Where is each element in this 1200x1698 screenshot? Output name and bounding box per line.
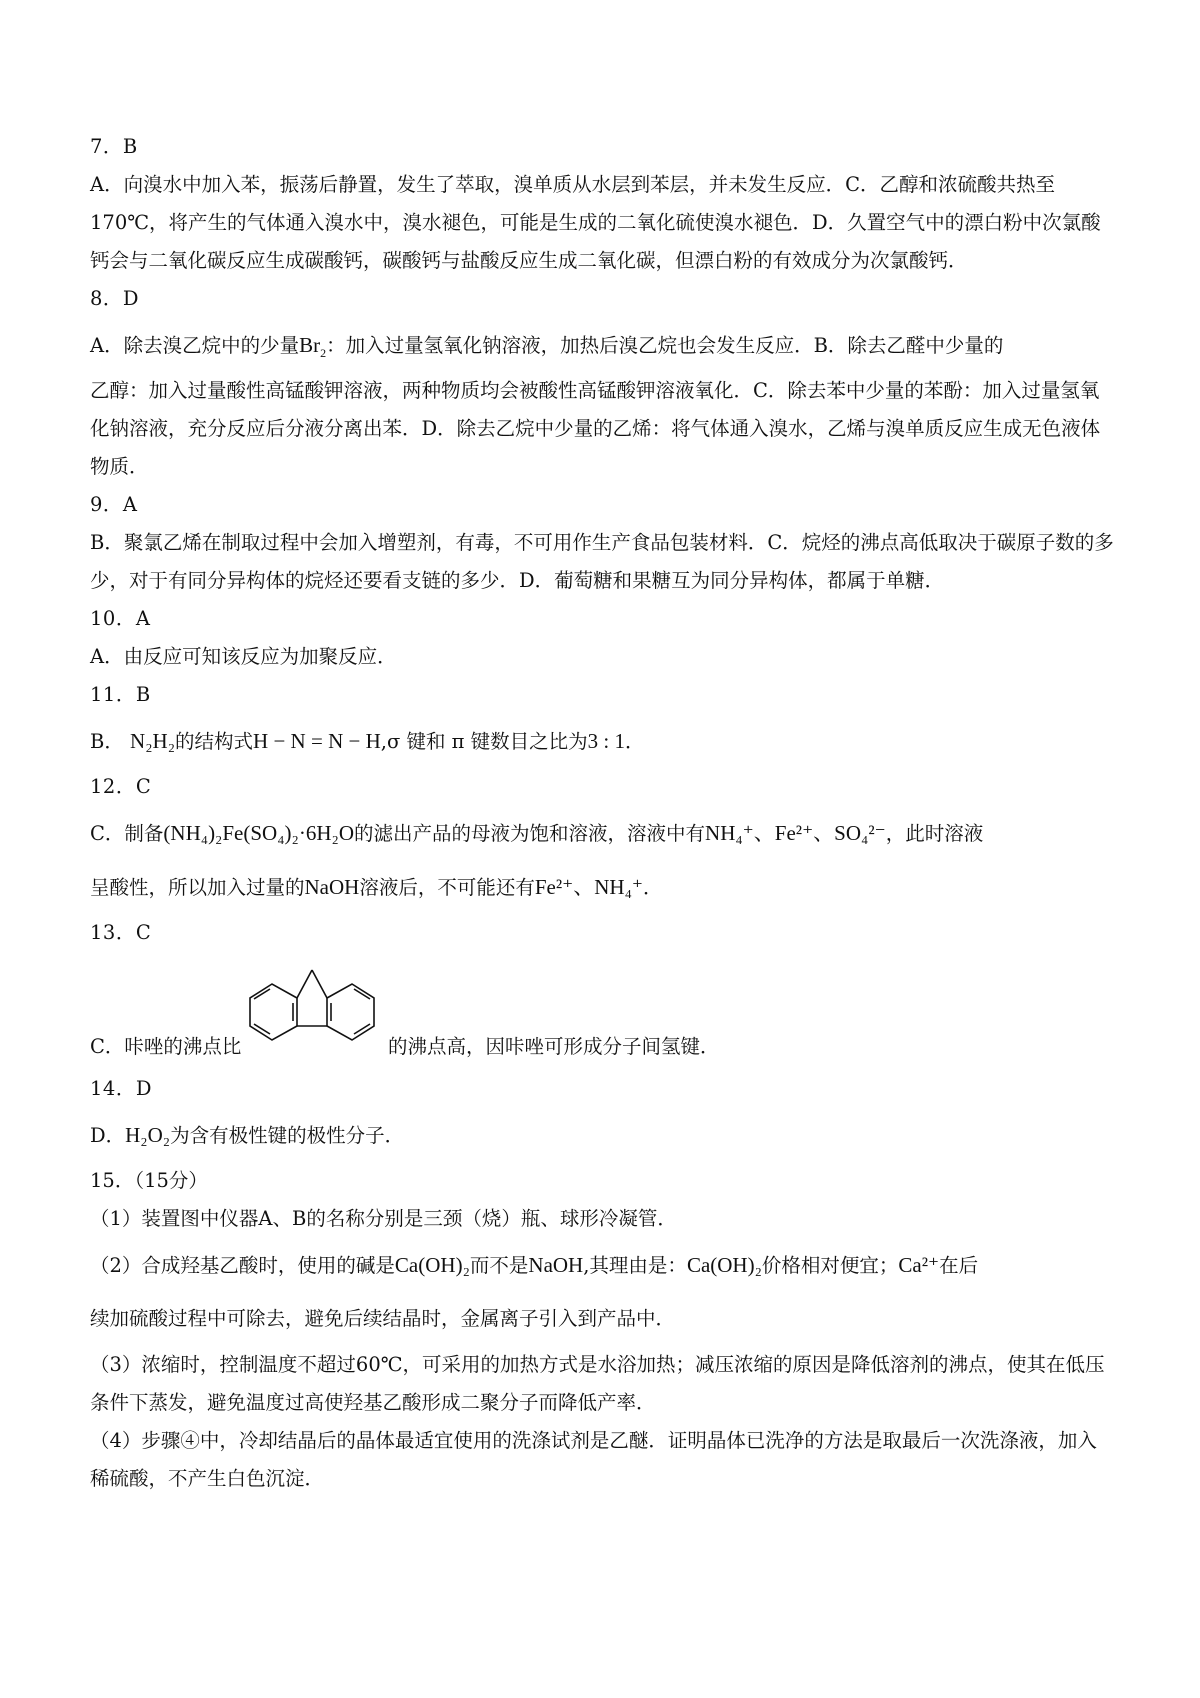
answer-7-explanation: A．向溴水中加入苯，振荡后静置，发生了萃取，溴单质从水层到苯层，并未发生反应．C．乙醇和浓硫酸共热至170℃，将产生的气体通入溴水中，溴水褪色，可能是生成的二氧化硫使溴水褪色．D．久置空气中的漂白粉中次氯酸钙会与二氧化碳反应生成碳酸钙，碳酸钙与盐酸反应生成二氧化碳，但漂白粉的有效成分为次氯酸钙． xyxy=(90,173,1101,272)
answer-12-line2: 呈酸性，所以加入过量的NaOH溶液后，不可能还有Fe²⁺、NH₄⁺． xyxy=(90,875,663,899)
answer-8-text-a: A．除去溴乙烷中的少量 xyxy=(90,334,300,357)
ions-list: NH₄⁺、Fe²⁺、SO₄²⁻ xyxy=(705,821,886,845)
answer-12-line1: C．制备(NH₄)₂Fe(SO₄)₂·6H₂O的滤出产品的母液为饱和溶液，溶液中有NH₄⁺、Fe²⁺、SO₄²⁻，此时溶液 xyxy=(90,821,984,845)
answer-12-label: 12．C xyxy=(90,775,152,798)
answer-14-line: D．H₂O₂为含有极性键的极性分子． xyxy=(90,1123,405,1147)
h2o2-formula: H₂O₂ xyxy=(125,1123,171,1147)
answer-9-explanation: B．聚氯乙烯在制取过程中会加入增塑剂，有毒，不可用作生产食品包装材料．C．烷烃的沸点高低取决于碳原子数的多少，对于有同分异构体的烷烃还要看支链的多少．D．葡萄糖和果糖互为同分异构体，都属于单糖． xyxy=(90,531,1114,592)
bond-ratio: 3 : 1 xyxy=(587,729,626,753)
answer-15-part2-line2: 续加硫酸过程中可除去，避免后续结晶时，金属离子引入到产品中． xyxy=(90,1307,676,1330)
naoh-formula-2: NaOH xyxy=(528,1253,584,1277)
answer-15-part1: （1）装置图中仪器A、B的名称分别是三颈（烧）瓶、球形冷凝管． xyxy=(90,1207,677,1230)
answer-15-part2-line1: （2）合成羟基乙酸时，使用的碱是Ca(OH)₂而不是NaOH,其理由是：Ca(OH)₂价格相对便宜；Ca²⁺在后 xyxy=(90,1253,979,1277)
answer-15-title: 15．（15分） xyxy=(90,1169,208,1192)
ions-list-2: Fe²⁺、NH₄⁺ xyxy=(534,875,643,899)
answer-8-text-b: ：加入过量氢氧化钠溶液，加热后溴乙烷也会发生反应．B．除去乙醛中少量的 xyxy=(326,334,1004,357)
answer-7-label: 7．B xyxy=(90,135,138,158)
answer-8-label: 8．D xyxy=(90,287,140,310)
caoh2-formula-2: Ca(OH)₂ xyxy=(686,1253,762,1277)
answer-10-explanation: A．由反应可知该反应为加聚反应． xyxy=(90,645,397,668)
answer-13-line: C．咔唑的沸点比 的沸点高，因咔唑可形成分子间氢键． xyxy=(90,952,1115,1070)
answer-14-label: 14．D xyxy=(90,1077,152,1100)
naoh-formula: NaOH xyxy=(304,875,360,899)
fluorene-structure xyxy=(242,952,382,1070)
answer-11-label: 11．B xyxy=(90,683,151,706)
answer-sheet xyxy=(90,128,1115,1498)
answer-15-part4: （4）步骤④中，冷却结晶后的晶体最适宜使用的洗涤试剂是乙醚．证明晶体已洗净的方法是取最后一次洗涤液，加入稀硫酸，不产生白色沉淀． xyxy=(90,1429,1097,1490)
caoh2-formula: Ca(OH)₂ xyxy=(394,1253,470,1277)
br2-formula: $Br_2$ xyxy=(299,333,327,361)
answer-8-line1 xyxy=(90,318,1115,372)
answer-11-line: B． N₂H₂的结构式H − N = N − H,σ 键和 π 键数目之比为3 : 1． xyxy=(90,729,645,753)
n2h2-formula: N₂H₂ xyxy=(130,729,176,753)
answer-8-explanation: 乙醇：加入过量酸性高锰酸钾溶液，两种物质均会被酸性高锰酸钾溶液氧化．C．除去苯中少量的苯酚：加入过量氢氧化钠溶液，充分反应后分液分离出苯．D．除去乙烷中少量的乙烯：将气体通入溴水，乙烯与溴单质反应生成无色液体物质． xyxy=(90,379,1101,478)
answer-15-part3: （3）浓缩时，控制温度不超过60℃，可采用的加热方式是水浴加热；减压浓缩的原因是降低溶剂的沸点，使其在低压条件下蒸发，避免温度过高使羟基乙酸形成二聚分子而降低产率． xyxy=(90,1353,1105,1414)
n2h2-structure: H − N = N − H xyxy=(253,729,381,753)
ca-ion-formula: Ca²⁺ xyxy=(898,1253,940,1277)
mohr-salt-formula: (NH₄)₂Fe(SO₄)₂·6H₂O xyxy=(163,821,355,845)
answer-10-label: 10．A xyxy=(90,607,151,630)
answer-9-label: 9．A xyxy=(90,493,138,516)
answer-13-label: 13．C xyxy=(90,921,152,944)
